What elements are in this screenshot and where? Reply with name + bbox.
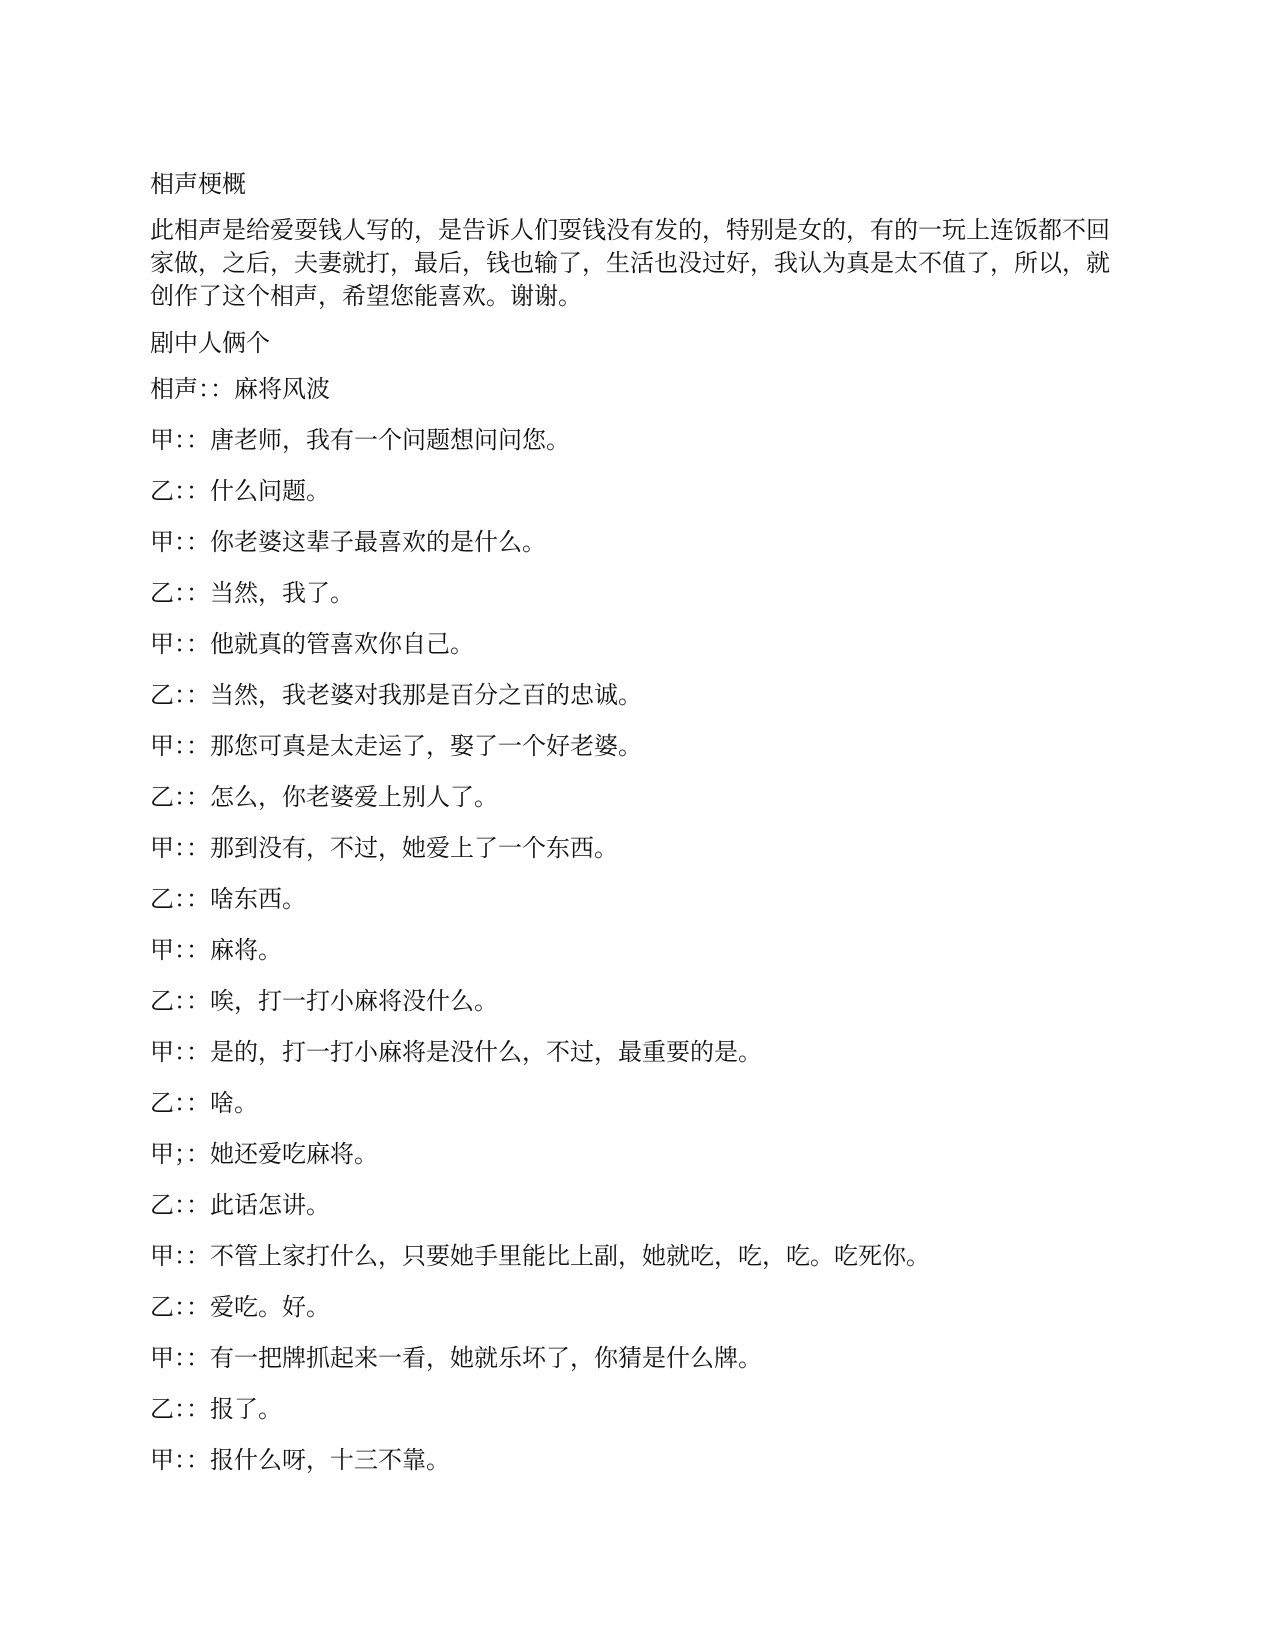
dialogue-line: 乙：：报了。	[150, 1395, 282, 1423]
dialogue-list	[150, 373, 1130, 1476]
dialogue-line: 乙：：爱吃。好。	[150, 1293, 330, 1321]
dialogue-line: 甲：：那您可真是太走运了，娶了一个好老婆。	[150, 732, 642, 760]
dialogue-line: 甲：：是的，打一打小麻将是没什么，不过，最重要的是。	[150, 1038, 762, 1066]
dialogue-line: 乙：：怎么，你老婆爱上别人了。	[150, 783, 498, 811]
dialogue-line: 乙：：此话怎讲。	[150, 1191, 330, 1219]
dialogue-line: 甲：：那到没有，不过，她爱上了一个东西。	[150, 834, 618, 862]
dialogue-line: 甲：：报什么呀，十三不靠。	[150, 1446, 450, 1474]
document-page	[150, 168, 1130, 1495]
dialogue-line: 乙：：当然，我老婆对我那是百分之百的忠诚。	[150, 681, 642, 709]
summary-paragraph: 此相声是给爱耍钱人写的，是告诉人们耍钱没有发的，特别是女的，有的一玩上连饭都不回家做，之后，夫妻就打，最后，钱也输了，生活也没过好，我认为真是太不值了，所以，就创作了这个相声，希望您能喜欢。谢谢。	[150, 216, 1110, 310]
piece-title-line: 相声：：麻将风波	[150, 375, 330, 403]
dialogue-line: 乙：：唉，打一打小麻将没什么。	[150, 987, 498, 1015]
dialogue-line: 乙：：当然，我了。	[150, 579, 354, 607]
dialogue-line: 甲：：你老婆这辈子最喜欢的是什么。	[150, 528, 546, 556]
dialogue-line: 乙：：什么问题。	[150, 477, 330, 505]
dialogue-line: 甲：：有一把牌抓起来一看，她就乐坏了，你猜是什么牌。	[150, 1344, 762, 1372]
dialogue-line: 甲：：不管上家打什么，只要她手里能比上副，她就吃，吃，吃。吃死你。	[150, 1242, 930, 1270]
document-title: 相声梗概	[150, 170, 246, 198]
cast-note: 剧中人俩个	[150, 329, 270, 357]
dialogue-line: 乙：：啥东西。	[150, 885, 306, 913]
dialogue-line: 甲：：唐老师，我有一个问题想问问您。	[150, 426, 570, 454]
dialogue-line: 甲：：麻将。	[150, 936, 282, 964]
dialogue-line: 甲；：她还爱吃麻将。	[150, 1140, 378, 1168]
dialogue-line: 甲：：他就真的管喜欢你自己。	[150, 630, 474, 658]
dialogue-line: 乙：：啥。	[150, 1089, 258, 1117]
